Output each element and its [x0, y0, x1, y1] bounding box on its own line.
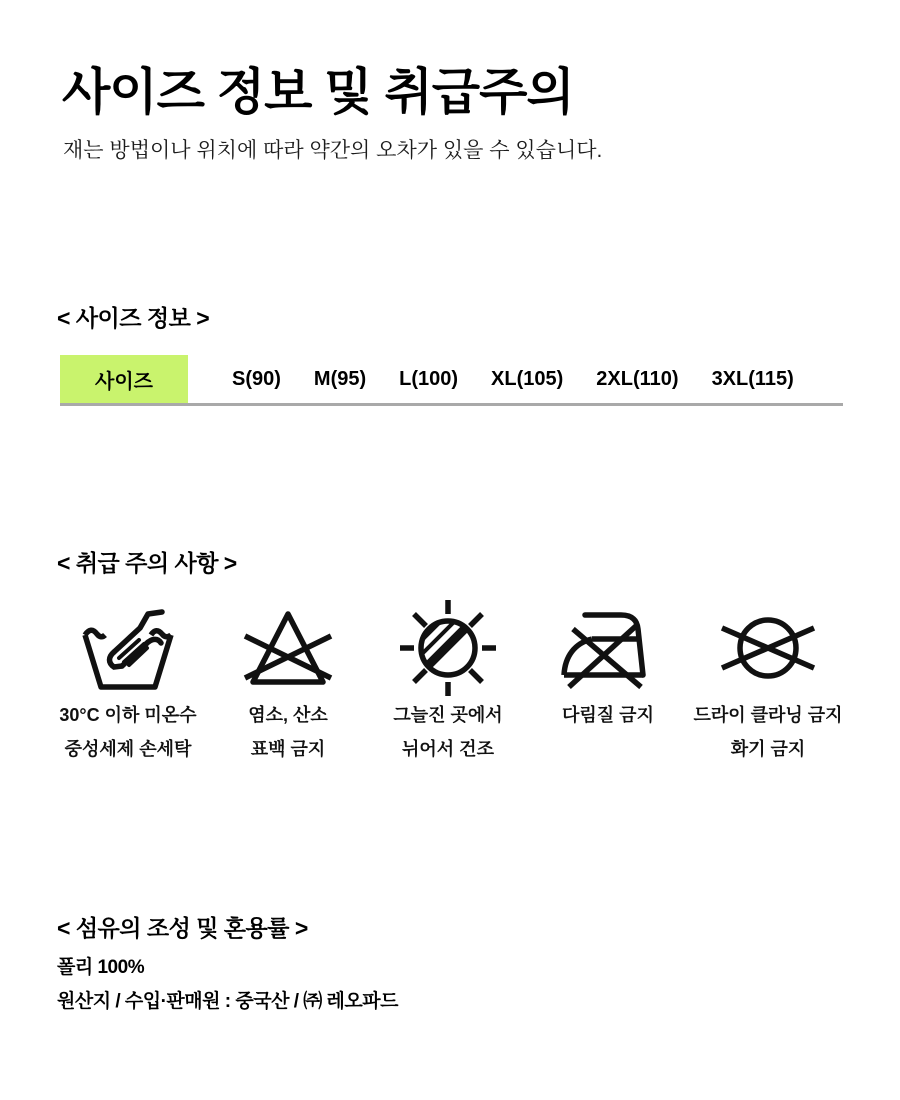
- fiber-section-heading: < 섬유의 조성 및 혼용률 >: [57, 915, 308, 941]
- no-bleach-icon: [238, 598, 338, 698]
- care-label-line: 드라이 클라닝 금지: [693, 705, 843, 725]
- size-value-xl: XL(105): [491, 367, 564, 390]
- fiber-origin: 원산지 / 수입·판매원 : 중국산 / ㈜ 레오파드: [57, 991, 398, 1012]
- care-label-line: 표백 금지: [250, 739, 326, 759]
- size-table: [60, 355, 843, 406]
- page-subtitle: 재는 방법이나 위치에 따라 약간의 오차가 있을 수 있습니다.: [63, 139, 603, 162]
- size-value-2xl: 2XL(110): [596, 367, 679, 390]
- care-item-no-dryclean: [688, 598, 848, 766]
- care-item-shade-dry: [368, 598, 528, 766]
- size-value-l: L(100): [399, 367, 459, 390]
- size-value-3xl: 3XL(115): [711, 367, 794, 390]
- care-label-line: 화기 금지: [730, 739, 806, 759]
- care-item-no-bleach: [208, 598, 368, 766]
- care-label-line: 중성세제 손세탁: [64, 739, 192, 759]
- care-label-line: 뉘어서 건조: [402, 739, 494, 759]
- size-values: [232, 355, 794, 403]
- size-section-heading: < 사이즈 정보 >: [57, 305, 210, 331]
- no-iron-icon: [558, 598, 658, 698]
- care-label-line: 30°C 이하 미온수: [59, 705, 197, 725]
- fiber-composition: 폴리 100%: [57, 957, 145, 978]
- size-row-label: 사이즈: [60, 355, 188, 403]
- care-section-heading: < 취급 주의 사항 >: [57, 550, 237, 576]
- care-label-line: 다림질 금지: [562, 705, 654, 725]
- care-items: [48, 598, 848, 766]
- handwash-icon: [78, 598, 178, 698]
- care-label-line: 염소, 산소: [248, 705, 328, 725]
- care-label-line: 그늘진 곳에서: [393, 705, 503, 725]
- care-item-handwash: [48, 598, 208, 766]
- size-value-s: S(90): [232, 367, 281, 390]
- care-item-no-iron: [528, 598, 688, 766]
- shade-dry-icon: [398, 598, 498, 698]
- size-value-m: M(95): [313, 367, 367, 390]
- page-title: 사이즈 정보 및 취급주의: [62, 64, 574, 120]
- no-dryclean-icon: [718, 598, 818, 698]
